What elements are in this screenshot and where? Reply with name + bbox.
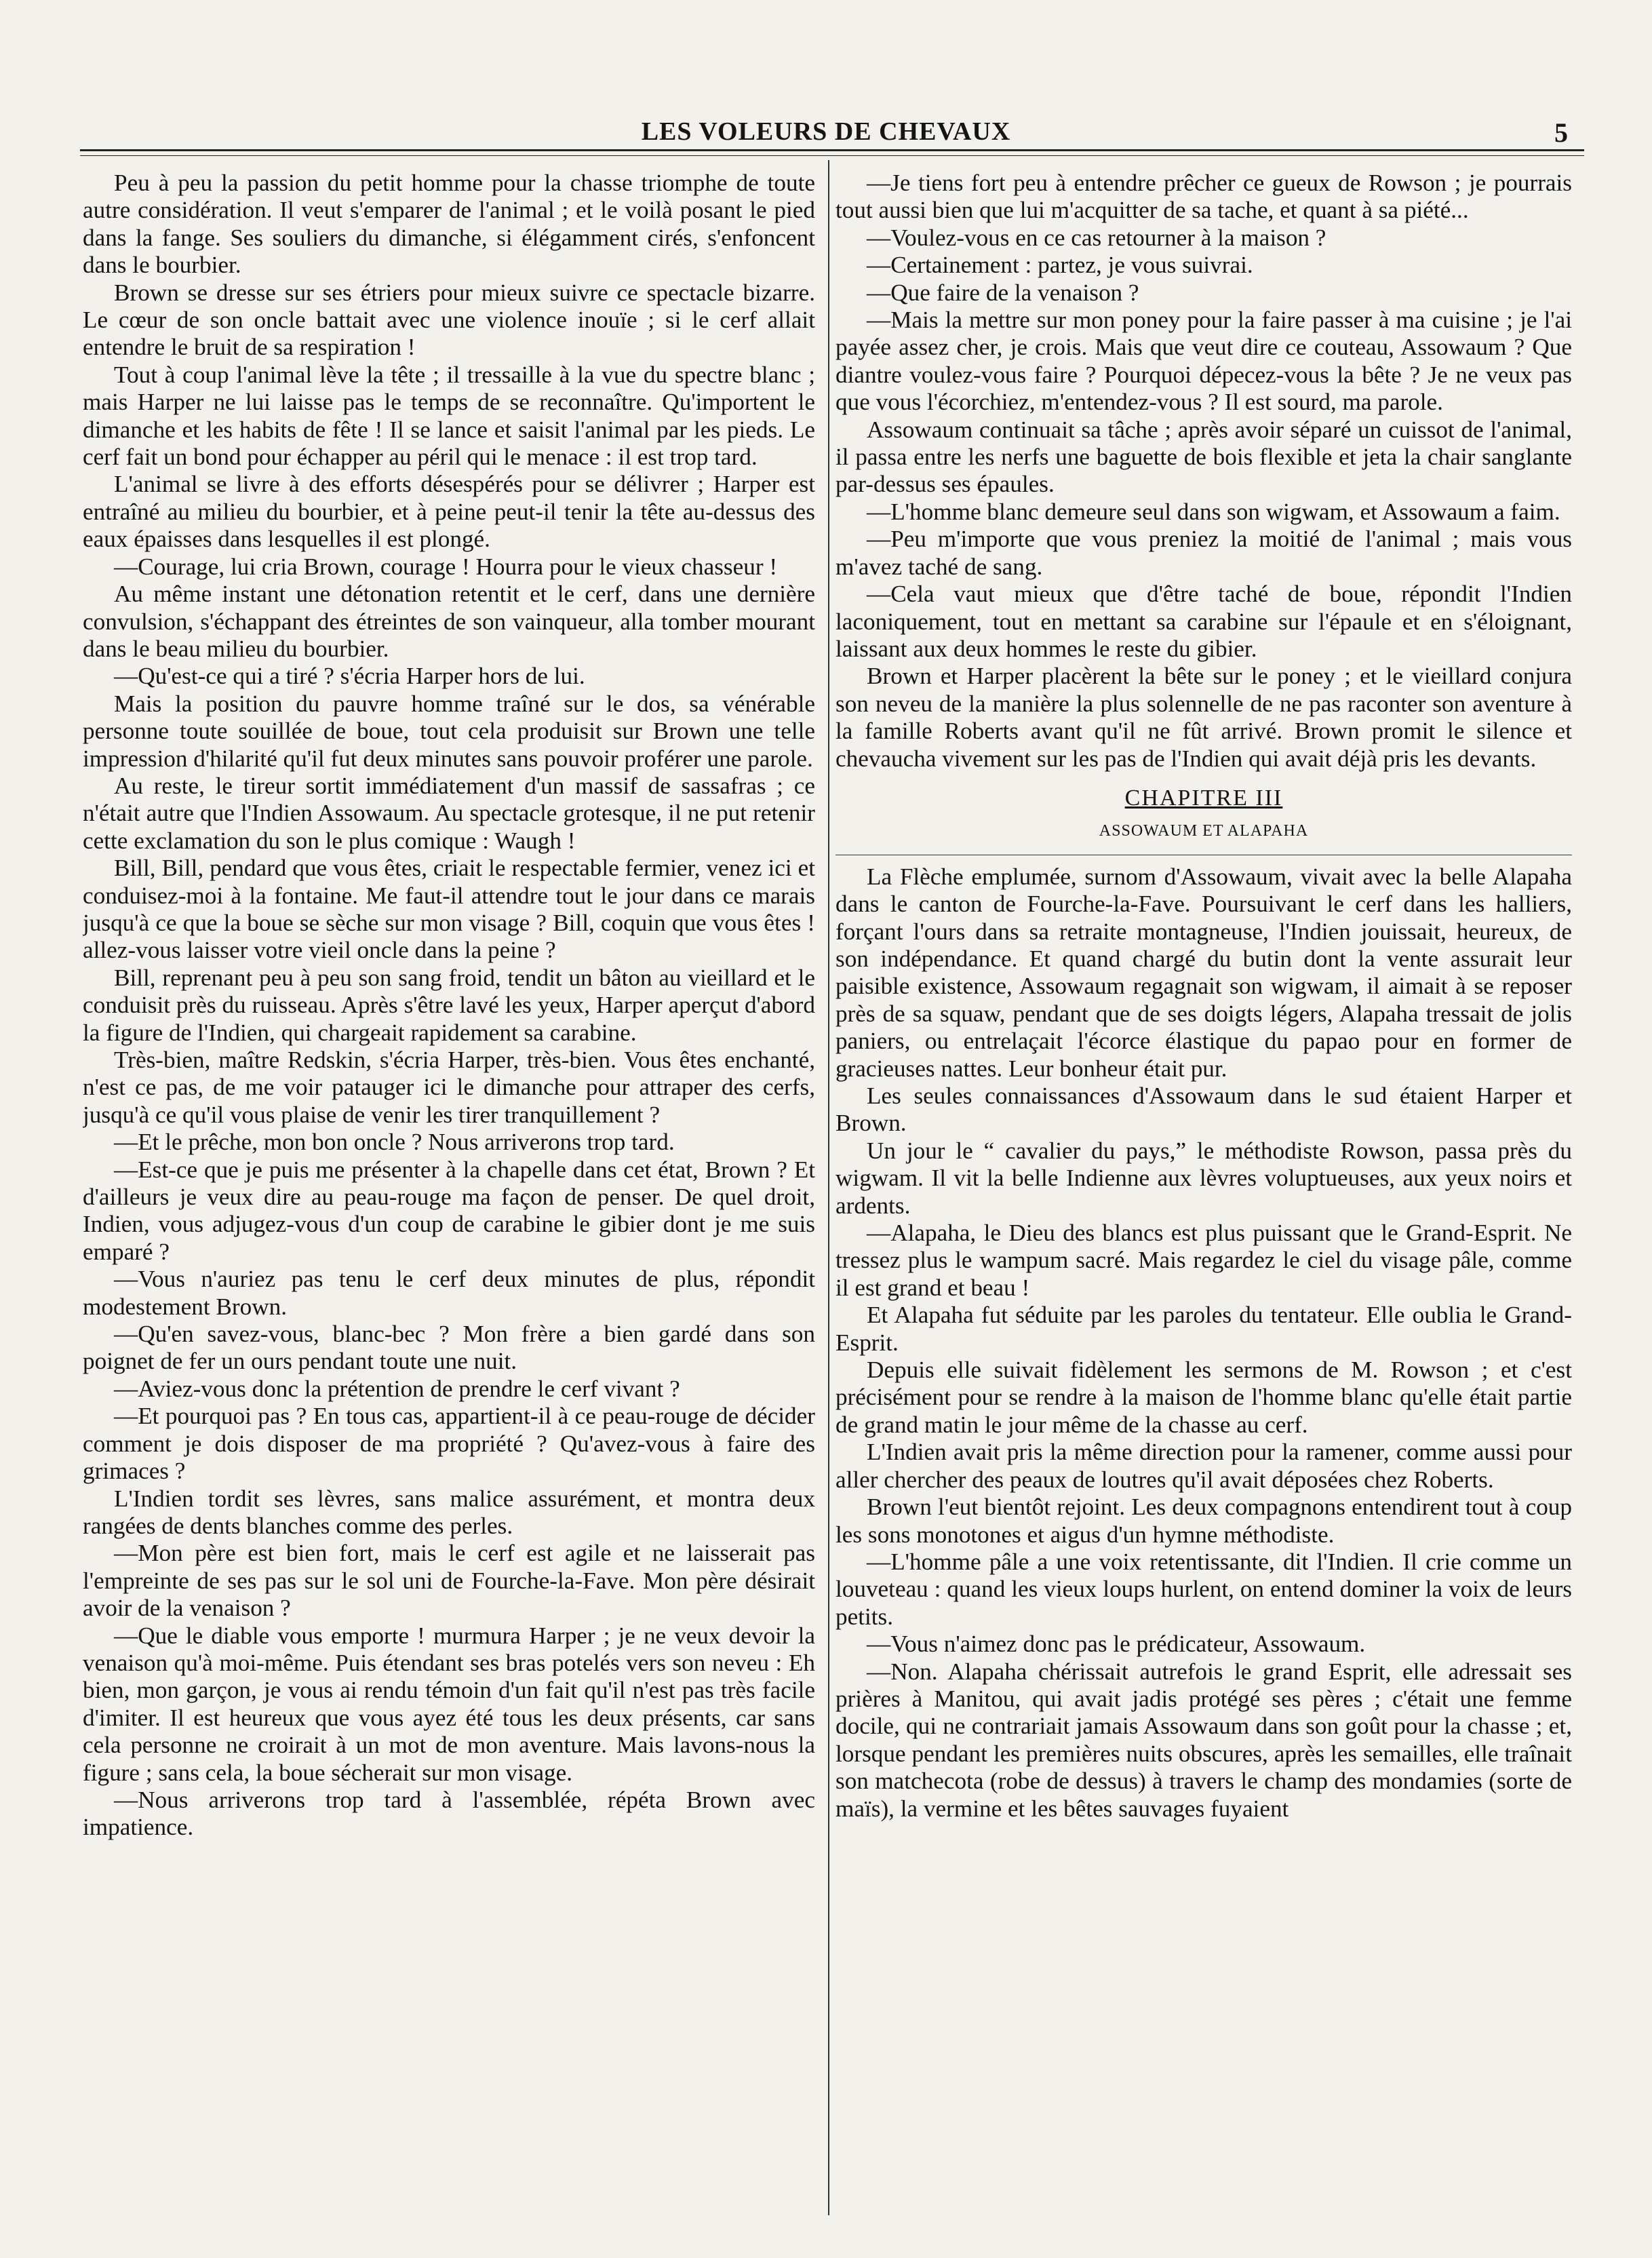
paragraph: Peu à peu la passion du petit homme pour la chasse triomphe de toute autre considération. Il veut s'emparer de l'animal ; et le voilà posant le pied dans la fange. Ses souliers du dimanche, si élégamment cirés, s'enfoncent dans le bourbier. [83,170,815,279]
paragraph: —Voulez-vous en ce cas retourner à la maison ? [867,224,1326,251]
paragraph: —Nous arriverons trop tard à l'assemblée, répéta Brown avec impatience. [83,1786,815,1841]
paragraph: Tout à coup l'animal lève la tête ; il tressaille à la vue du spectre blanc ; mais Harper ne lui laisse pas le temps de se reconnaître. Qu'importent le dimanche et les habits de fête ! Il se lance et saisit l'animal par les pieds. Le cerf fait un bond pour échapper au péril qui le menace : il est trop tard. [83,361,815,471]
page-number: 5 [1554,117,1568,148]
paragraph: —L'homme pâle a une voix retentissante, dit l'Indien. Il crie comme un louveteau : quand les vieux loups hurlent, on entend dominer la voix de leurs petits. [835,1548,1572,1630]
paragraph: —Non. Alapaha chérissait autrefois le grand Esprit, elle adressait ses prières à Manitou, qui avait jadis protégé ses pères ; c'était une femme docile, qui ne contrariait jamais Assowaum dans son goût pour la chasse ; et, lorsque pendant les premières nuits obscures, après les semailles, elle traînait son matchecota (robe de dessus) à travers le champ des mondamies (sorte de maïs), la vermine et les bêtes sauvages fuyaient [835,1658,1572,1822]
paragraph: Brown et Harper placèrent la bête sur le poney ; et le vieillard conjura son neveu de la manière la plus solennelle de ne pas raconter son aventure à la famille Roberts avant qu'il ne fût arrivé. Brown promit le silence et chevaucha vivement sur les pas de l'Indien qui avait déjà pris les devants. [835,663,1572,772]
paragraph: —Vous n'aimez donc pas le prédicateur, Assowaum. [867,1631,1366,1658]
paragraph: —Et pourquoi pas ? En tous cas, appartient-il à ce peau-rouge de décider comment je dois disposer de ma propriété ? Qu'avez-vous à faire des grimaces ? [83,1403,815,1485]
column-divider [828,160,829,2215]
paragraph: L'Indien tordit ses lèvres, sans malice assurément, et montra deux rangées de dents blanches comme des perles. [83,1485,815,1539]
chapter-subtitle: ASSOWAUM ET ALAPAHA [835,817,1572,855]
header-rule-thin [80,155,1584,156]
paragraph: —Que faire de la venaison ? [867,279,1139,306]
right-column [835,170,1572,2225]
paragraph: Et Alapaha fut séduite par les paroles du tentateur. Elle oublia le Grand-Esprit. [835,1302,1572,1356]
header-rule-thick [80,149,1584,151]
paragraph: —Courage, lui cria Brown, courage ! Hourra pour le vieux chasseur ! [114,553,778,580]
paragraph: —Cela vaut mieux que d'être taché de boue, répondit l'Indien laconiquement, tout en mettant sa carabine sur l'épaule et en s'éloignant, laissant aux deux hommes le reste du gibier. [835,581,1572,662]
paragraph: —Que le diable vous emporte ! murmura Harper ; je ne veux devoir la venaison qu'à moi-même. Puis étendant ses bras potelés vers son neveu : Eh bien, mon garçon, je vous ai rendu témoin d'un fait qu'il n'est pas très facile d'imiter. Il est heureux que vous ayez été tous les deux présents, car sans cela personne ne croirait à un mot de mon aventure. Mais lavons-nous la figure ; sans cela, la boue sécherait sur mon visage. [83,1622,815,1786]
paragraph: Au reste, le tireur sortit immédiatement d'un massif de sassafras ; ce n'était autre que l'Indien Assowaum. Au spectacle grotesque, il ne put retenir cette exclamation du son le plus comique : Waugh ! [83,772,815,854]
paragraph: —Vous n'auriez pas tenu le cerf deux minutes de plus, répondit modestement Brown. [83,1266,815,1320]
paragraph: Assowaum continuait sa tâche ; après avoir séparé un cuissot de l'animal, il passa entre les nerfs une baguette de bois flexible et jeta la chair sanglante par-dessus ses épaules. [835,416,1572,498]
paragraph: Bill, reprenant peu à peu son sang froid, tendit un bâton au vieillard et le conduisit près du ruisseau. Après s'être lavé les yeux, Harper aperçut d'abord la figure de l'Indien, qui chargeait rapidement sa carabine. [83,964,815,1046]
right-column-bottom [835,863,1572,1823]
running-title: LES VOLEURS DE CHEVAUX [641,117,1011,146]
running-header [80,117,1572,147]
paragraph: La Flèche emplumée, surnom d'Assowaum, vivait avec la belle Alapaha dans le canton de Fourche-la-Fave. Poursuivant le cerf dans les halliers, forçant l'ours dans sa retraite montagneuse, l'Indien jouissait, heureux, de son indépendance. Et quand chargé du butin dont la vente assurait leur paisible existence, Assowaum regagnait son wigwam, il aimait à se reposer près de sa squaw, pendant que de ses doigts légers, Alapaha tressait de jolis paniers, ou entrelaçait l'écorce élastique du papao pour en former de gracieuses nattes. Leur bonheur était pur. [835,863,1572,1082]
paragraph: Très-bien, maître Redskin, s'écria Harper, très-bien. Vous êtes enchanté, n'est ce pas, de me voir patauger ici le dimanche pour attraper des cerfs, jusqu'à ce qu'il vous plaise de venir les tirer tranquillement ? [83,1047,815,1128]
paragraph: Depuis elle suivait fidèlement les sermons de M. Rowson ; et c'est précisément pour se rendre à la maison de l'homme blanc qu'elle était partie de grand matin le jour même de la chasse au cerf. [835,1357,1572,1438]
paragraph: —Est-ce que je puis me présenter à la chapelle dans cet état, Brown ? Et d'ailleurs je veux dire au peau-rouge ma façon de penser. De quel droit, Indien, vous adjugez-vous d'un coup de carabine le gibier dont je me suis emparé ? [83,1156,815,1265]
paragraph: —Je tiens fort peu à entendre prêcher ce gueux de Rowson ; je pourrais tout aussi bien que lui m'acquitter de sa tache, et quant à sa piété... [835,170,1572,224]
paragraph: —Peu m'importe que vous preniez la moitié de l'animal ; mais vous m'avez taché de sang. [835,526,1572,580]
right-column-top [835,170,1572,773]
paragraph: —L'homme blanc demeure seul dans son wigwam, et Assowaum a faim. [867,498,1560,525]
paragraph: Bill, Bill, pendard que vous êtes, criait le respectable fermier, venez ici et conduisez-moi à la fontaine. Me faut-il attendre tout le jour dans ce marais jusqu'à ce que la boue se sèche sur mon visage ? Bill, coquin que vous êtes ! allez-vous laisser votre vieil oncle dans la peine ? [83,855,815,964]
paragraph: Mais la position du pauvre homme traîné sur le dos, sa vénérable personne toute souillée de boue, tout cela produisit sur Brown une telle impression d'hilarité qu'il fut deux minutes sans pouvoir proférer une parole. [83,690,815,772]
paragraph: —Alapaha, le Dieu des blancs est plus puissant que le Grand-Esprit. Ne tressez plus le wampum sacré. Mais regardez le ciel du visage pâle, comme il est grand et beau ! [835,1220,1572,1301]
paragraph: L'Indien avait pris la même direction pour la ramener, comme aussi pour aller chercher des peaux de loutres qu'il avait déposées chez Roberts. [835,1439,1572,1493]
chapter-title: CHAPITRE III [1124,785,1283,811]
paragraph: L'animal se livre à des efforts désespérés pour se délivrer ; Harper est entraîné au milieu du bourbier, et à peine peut-il tenir la tête au-dessus des eaux épaisses dans lesquelles il est plongé. [83,471,815,553]
paragraph: Brown se dresse sur ses étriers pour mieux suivre ce spectacle bizarre. Le cœur de son oncle battait avec une violence inouïe ; si le cerf allait entendre le bruit de sa respiration ! [83,279,815,361]
paragraph: Les seules connaissances d'Assowaum dans le sud étaient Harper et Brown. [835,1083,1572,1137]
paragraph: Brown l'eut bientôt rejoint. Les deux compagnons entendirent tout à coup les sons monotones et aigus d'un hymne méthodiste. [835,1494,1572,1548]
paragraph: —Qu'en savez-vous, blanc-bec ? Mon frère a bien gardé dans son poignet de fer un ours pendant toute une nuit. [83,1321,815,1375]
left-column [83,170,815,2225]
paragraph: —Qu'est-ce qui a tiré ? s'écria Harper hors de lui. [114,663,585,690]
paragraph: Au même instant une détonation retentit et le cerf, dans une dernière convulsion, s'échappant des étreintes de son vainqueur, alla tomber mourant dans le beau milieu du bourbier. [83,581,815,662]
paragraph: —Mais la mettre sur mon poney pour la faire passer à ma cuisine ; je l'ai payée assez cher, je crois. Mais que veut dire ce couteau, Assowaum ? Que diantre voulez-vous faire ? Pourquoi dépecez-vous la bête ? Je ne veux pas que vous l'écorchiez, m'entendez-vous ? Il est sourd, ma parole. [835,307,1572,416]
paragraph: —Et le prêche, mon bon oncle ? Nous arriverons trop tard. [114,1129,675,1156]
paragraph: —Mon père est bien fort, mais le cerf est agile et ne laisserait pas l'empreinte de ses pas sur le sol uni de Fourche-la-Fave. Mon père désirait avoir de la venaison ? [83,1540,815,1622]
paragraph: —Aviez-vous donc la prétention de prendre le cerf vivant ? [114,1375,680,1402]
paragraph: —Certainement : partez, je vous suivrai. [867,252,1253,279]
paragraph: Un jour le “ cavalier du pays,” le méthodiste Rowson, passa près du wigwam. Il vit la belle Indienne aux lèvres voluptueuses, aux yeux noirs et ardents. [835,1137,1572,1219]
